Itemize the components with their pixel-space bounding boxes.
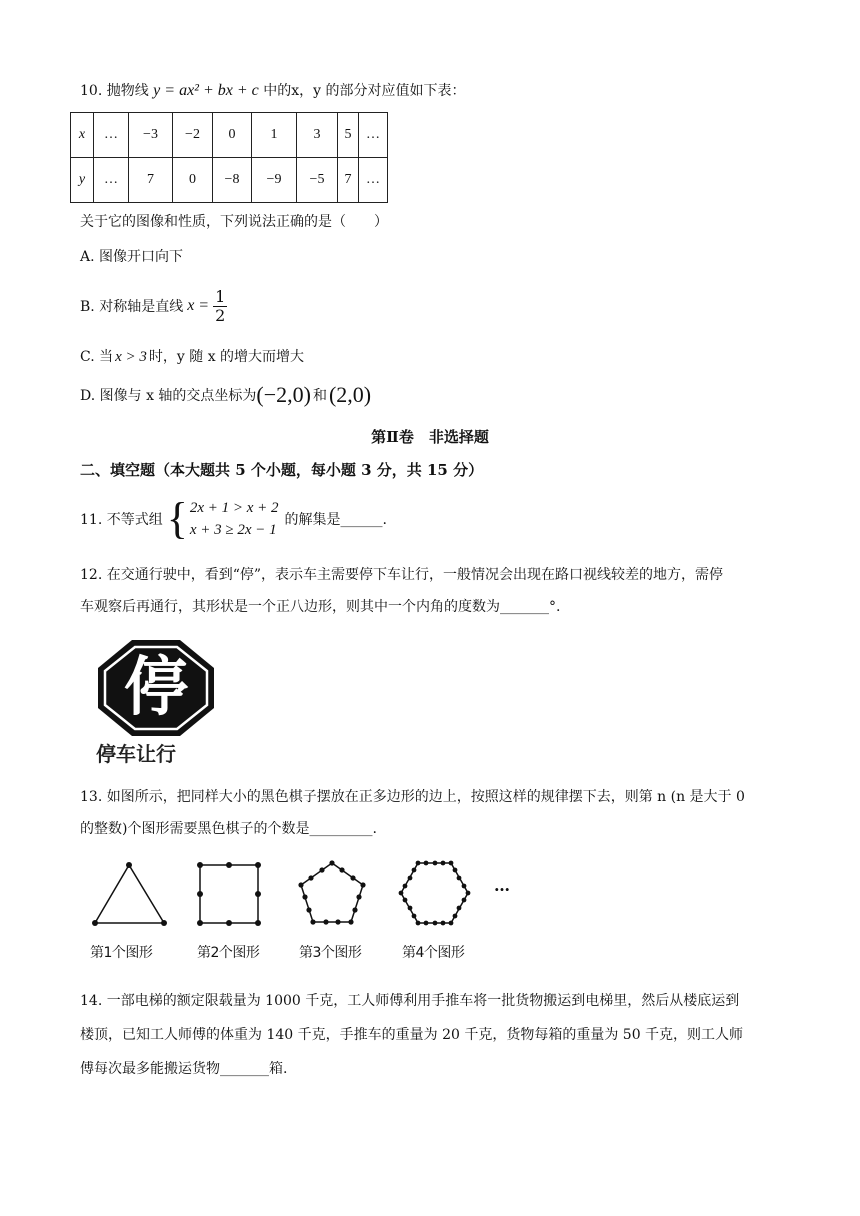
q10-stem <box>80 80 465 100</box>
table-cell: … <box>359 158 388 203</box>
part2-title: 第Ⅱ卷 非选择题 <box>371 428 489 446</box>
table-cell: −9 <box>252 158 297 203</box>
pentagon-figure-icon <box>298 860 365 924</box>
q10-option-d-prefix: D. 图像与 x 轴的交点坐标为 <box>80 388 257 404</box>
hexagon-figure-icon <box>399 861 471 926</box>
table-cell: −3 <box>129 113 173 158</box>
q14-line2: 楼顶，已知工人师傅的体重为 140 千克，手推车的重量为 20 千克，货物每箱的重量为 50 千克，则工人师 <box>80 1027 744 1043</box>
table-cell: 7 <box>129 158 173 203</box>
figure-label-4: 第4个图形 <box>402 945 465 961</box>
table-row-x <box>71 113 388 158</box>
q10-option-b-prefix: B. 对称轴是直线 <box>80 299 184 315</box>
table-cell: 1 <box>252 113 297 158</box>
polygon-pattern-figure <box>80 855 530 935</box>
table-cell: 0 <box>173 158 213 203</box>
q10-option-d <box>80 382 371 408</box>
figure-label-2: 第2个图形 <box>197 945 260 961</box>
figure-label-1: 第1个图形 <box>90 945 153 961</box>
table-cell: … <box>359 113 388 158</box>
table-cell: 5 <box>338 113 359 158</box>
q11-suffix: 的解集是______. <box>284 512 387 528</box>
q12-line2: 车观察后再通行，其形状是一个正八边形，则其中一个内角的度数为_______°. <box>80 599 561 615</box>
q10-option-b-fraction <box>213 288 227 325</box>
q11 <box>80 495 387 543</box>
q12-line1: 12. 在交通行驶中，看到“停”，表示车主需要停下车让行，一般情况会出现在路口视线较差的地方，需停 <box>80 567 724 583</box>
q10-option-c <box>80 346 304 366</box>
q13-line1: 13. 如图所示，把同样大小的黑色棋子摆放在正多边形的边上，按照这样的规律摆下去，则第 n (n 是大于 0 <box>80 789 745 805</box>
q13-line2: 的整数)个图形需要黑色棋子的个数是_________. <box>80 821 377 837</box>
table-cell: 7 <box>338 158 359 203</box>
q11-prefix: 11. 不等式组 <box>80 512 163 528</box>
brace-symbol: { <box>166 494 188 543</box>
q10-option-d-mid: 和 <box>312 388 327 404</box>
q10-value-table <box>70 112 388 203</box>
table-row-y <box>71 158 388 203</box>
section2-heading: 二、填空题（本大题共 5 个小题，每小题 3 分，共 15 分） <box>80 461 484 479</box>
figure-label-3: 第3个图形 <box>299 945 362 961</box>
q11-system <box>190 497 279 541</box>
stop-sign-figure <box>92 638 222 768</box>
stop-sign-caption: 停车让行 <box>96 742 176 766</box>
table-cell: … <box>94 113 129 158</box>
table-cell: 3 <box>297 113 338 158</box>
q10-option-b-var: x = <box>187 297 210 314</box>
table-cell: −2 <box>173 113 213 158</box>
table-cell: x <box>71 113 94 158</box>
table-cell: −8 <box>213 158 252 203</box>
table-cell: … <box>94 158 129 203</box>
q14-line3: 傅每次最多能搬运货物_______箱. <box>80 1061 288 1077</box>
q10-equation: y = ax² + bx + c <box>153 82 259 99</box>
stop-sign-character: 停 <box>124 651 188 725</box>
triangle-figure-icon <box>92 862 167 926</box>
q10-question: 关于它的图像和性质，下列说法正确的是（ ） <box>80 214 388 230</box>
q11-inequality-2: x + 3 ≥ 2x − 1 <box>189 522 277 538</box>
table-cell: y <box>71 158 94 203</box>
q10-option-d-point2: (2,0) <box>328 382 372 407</box>
table-cell: −5 <box>297 158 338 203</box>
table-cell: 0 <box>213 113 252 158</box>
q10-stem-suffix: 中的x，y 的部分对应值如下表： <box>263 83 466 99</box>
fraction-numerator: 1 <box>215 286 226 306</box>
q14-line1: 14. 一部电梯的额定限载量为 1000 千克，工人师傅利用手推车将一批货物搬运到电梯里，然后从楼底运到 <box>80 993 740 1009</box>
q10-option-c-condition: x > 3 <box>115 349 147 365</box>
q10-stem-prefix: 10. 抛物线 <box>80 83 149 99</box>
fraction-denominator: 2 <box>215 305 226 325</box>
q10-option-c-suffix: 时，y 随 x 的增大而增大 <box>148 349 305 365</box>
q10-option-c-prefix: C. 当 <box>80 349 114 365</box>
q11-inequality-1: 2x + 1 > x + 2 <box>189 500 279 516</box>
square-figure-icon <box>197 862 261 926</box>
q10-option-b <box>80 284 227 328</box>
pattern-ellipsis: … <box>494 876 510 895</box>
q10-option-d-point1: (−2,0) <box>256 382 311 407</box>
q10-option-a: A. 图像开口向下 <box>80 249 184 265</box>
